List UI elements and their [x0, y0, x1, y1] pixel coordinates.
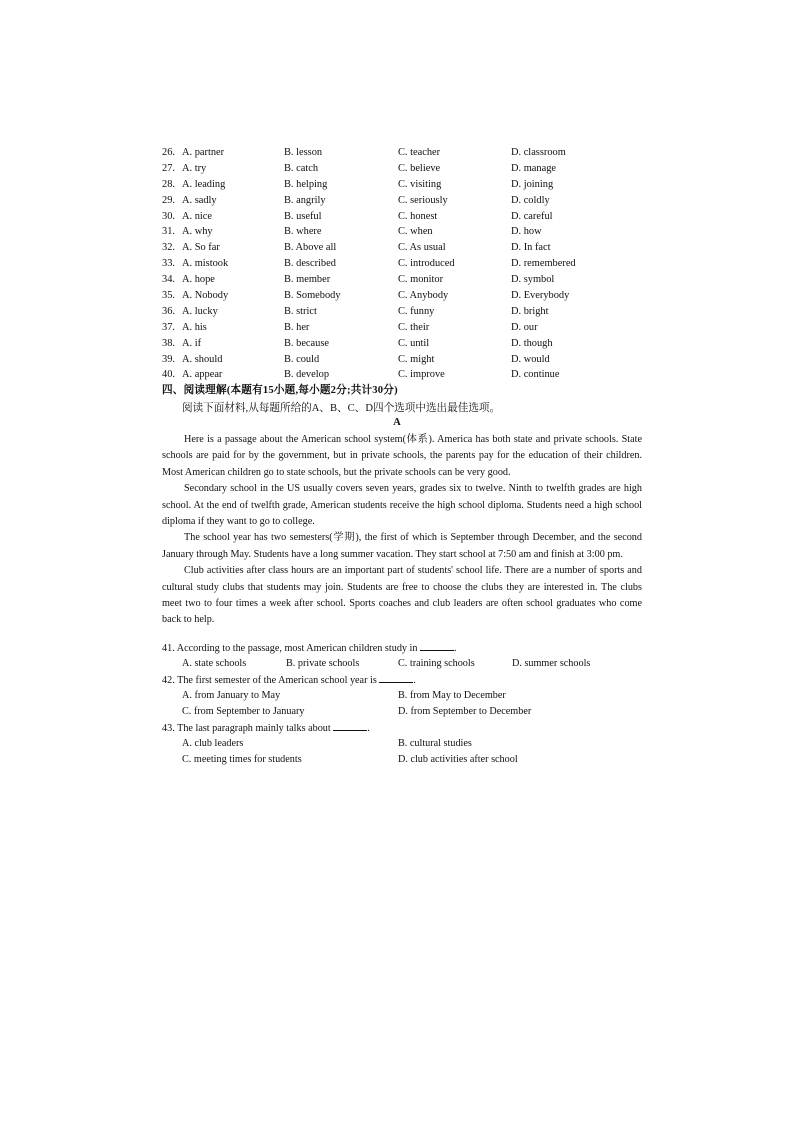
question-number: 29. — [162, 194, 175, 206]
option-b: B. where — [284, 226, 322, 238]
question-number: 35. — [162, 290, 175, 302]
cloze-options-table — [162, 145, 682, 383]
option-a: A. club leaders — [182, 738, 244, 749]
cloze-row — [162, 161, 682, 177]
question-end: . — [454, 643, 457, 654]
cloze-row — [162, 336, 682, 352]
option-b: B. lesson — [284, 147, 323, 158]
passage-paragraph: Here is a passage about the American school system(体系). America has both state and private schools. State schools are paid for by the government, but in private schools, the parents pay for the education of their children. Most American children go to state schools, but the private schools can be very good. — [162, 434, 642, 478]
answer-blank — [379, 672, 413, 683]
option-b: B. Somebody — [284, 290, 341, 302]
option-b: B. angrily — [284, 194, 326, 206]
passage-paragraph: The school year has two semesters(学期), the first of which is September through December, and the second January through May. Students have a long summer vacation. They start school at 7:50 am and finish at 3:00 pm. — [162, 532, 642, 560]
option-c: C. when — [398, 226, 433, 238]
option-d: D. coldly — [511, 194, 550, 206]
option-b: B. because — [284, 337, 330, 349]
option-a: A. if — [182, 337, 202, 349]
option-d: D. symbol — [511, 274, 555, 286]
option-b: B. catch — [284, 162, 319, 174]
question-end: . — [413, 675, 416, 686]
option-c: C. teacher — [398, 147, 441, 158]
option-b: B. member — [284, 274, 331, 286]
question-options — [162, 656, 642, 672]
cloze-row — [162, 272, 682, 288]
option-c: C. their — [398, 321, 430, 333]
question-text: 43. The last paragraph mainly talks about — [162, 723, 331, 734]
option-d: D. from September to December — [398, 706, 532, 717]
passage-paragraph: Secondary school in the US usually covers seven years, grades six to twelve. Ninth to twelfth grades are high school. At the end of twelfth grade, American students receive the high school diploma. Students need a high school diploma if they want to go to college. — [162, 483, 642, 528]
answer-blank — [333, 720, 367, 731]
option-a: A. hope — [182, 274, 215, 286]
question-number: 26. — [162, 147, 175, 158]
answer-blank — [420, 640, 454, 651]
question-number: 30. — [162, 210, 175, 222]
cloze-row — [162, 145, 682, 161]
question-text: 41. According to the passage, most American children study in — [162, 643, 418, 654]
question-text: 42. The first semester of the American school year is — [162, 675, 377, 686]
option-b: B. Above all — [284, 242, 337, 254]
option-b: B. strict — [284, 305, 317, 317]
option-a: A. mistook — [182, 258, 229, 270]
option-a: A. sadly — [182, 194, 217, 206]
option-c: C. visiting — [398, 178, 442, 190]
question-number: 32. — [162, 242, 175, 254]
option-d: D. manage — [511, 162, 557, 174]
cloze-row — [162, 209, 682, 225]
option-d: D. though — [511, 337, 553, 349]
option-b: B. cultural studies — [398, 738, 472, 749]
reading-questions — [162, 640, 642, 768]
section-instruction: 阅读下面材料,从每题所给的A、B、C、D四个选项中选出最佳选项。 — [182, 403, 501, 414]
question-end: . — [367, 723, 370, 734]
cloze-row — [162, 367, 682, 383]
question-number: 28. — [162, 178, 175, 190]
cloze-row — [162, 240, 682, 256]
option-d: D. classroom — [511, 147, 566, 158]
option-a: A. should — [182, 353, 223, 365]
question-options — [162, 736, 642, 752]
option-d: D. summer schools — [512, 658, 591, 669]
option-b: B. described — [284, 258, 336, 270]
cloze-row — [162, 177, 682, 193]
cloze-row — [162, 288, 682, 304]
question-options — [162, 688, 642, 704]
option-d: D. continue — [511, 369, 560, 381]
question-options — [162, 704, 642, 720]
question-stem — [162, 720, 642, 736]
option-b: B. could — [284, 353, 320, 365]
option-b: B. private schools — [286, 658, 360, 669]
reading-passage — [162, 432, 642, 629]
option-c: C. Anybody — [398, 290, 449, 302]
option-c: C. might — [398, 353, 435, 365]
option-a: A. leading — [182, 178, 226, 190]
question-options — [162, 752, 642, 768]
option-d: D. Everybody — [511, 290, 570, 302]
option-a: A. nice — [182, 210, 213, 222]
question-number: 39. — [162, 353, 175, 365]
option-c: C. monitor — [398, 274, 444, 286]
option-a: A. appear — [182, 369, 223, 381]
question-number: 33. — [162, 258, 175, 270]
option-a: A. state schools — [182, 658, 247, 669]
cloze-row — [162, 352, 682, 368]
option-d: D. our — [511, 321, 538, 333]
option-c: C. introduced — [398, 258, 455, 270]
question-number: 37. — [162, 321, 175, 333]
option-d: D. club activities after school — [398, 754, 518, 765]
option-c: C. As usual — [398, 242, 446, 254]
option-c: C. believe — [398, 162, 441, 174]
option-b: B. useful — [284, 210, 322, 222]
option-a: A. try — [182, 162, 207, 174]
question-number: 34. — [162, 274, 175, 286]
option-d: D. In fact — [511, 242, 551, 254]
cloze-row — [162, 224, 682, 240]
option-c: C. improve — [398, 369, 445, 381]
option-d: D. remembered — [511, 258, 576, 270]
option-d: D. careful — [511, 210, 553, 222]
cloze-row — [162, 193, 682, 209]
option-d: D. bright — [511, 305, 549, 317]
question-number: 31. — [162, 226, 175, 238]
option-a: A. partner — [182, 147, 225, 158]
question-number: 38. — [162, 337, 175, 349]
option-d: D. joining — [511, 178, 554, 190]
passage-label: A — [393, 417, 401, 428]
option-c: C. honest — [398, 210, 438, 222]
option-a: A. from January to May — [182, 690, 281, 701]
option-d: D. how — [511, 226, 542, 238]
option-c: C. meeting times for students — [182, 754, 302, 765]
question-number: 36. — [162, 305, 175, 317]
option-c: C. seriously — [398, 194, 448, 206]
option-a: A. So far — [182, 242, 220, 254]
option-a: A. his — [182, 321, 207, 333]
option-c: C. until — [398, 337, 430, 349]
option-d: D. would — [511, 353, 550, 365]
option-a: A. why — [182, 226, 213, 238]
option-b: B. from May to December — [398, 690, 506, 701]
option-c: C. training schools — [398, 658, 475, 669]
question-number: 27. — [162, 162, 175, 174]
question-number: 40. — [162, 369, 175, 381]
option-c: C. funny — [398, 305, 435, 317]
cloze-row — [162, 304, 682, 320]
option-b: B. helping — [284, 178, 328, 190]
option-a: A. lucky — [182, 305, 218, 317]
option-a: A. Nobody — [182, 290, 229, 302]
cloze-row — [162, 256, 682, 272]
option-b: B. her — [284, 321, 310, 333]
question-stem — [162, 672, 642, 688]
section-title: 四、阅读理解(本题有15小题,每小题2分;共计30分) — [162, 385, 398, 396]
option-b: B. develop — [284, 369, 330, 381]
question-stem — [162, 640, 642, 656]
passage-paragraph: Club activities after class hours are an important part of students' school life. There are a number of sports and cultural study clubs that students may join. Students are free to choose the clubs they are interested in. The clubs meet two to four times a week after school. Sports coaches and club leaders are often school graduates who come back to help. — [162, 565, 642, 626]
cloze-row — [162, 320, 682, 336]
option-c: C. from September to January — [182, 706, 305, 717]
